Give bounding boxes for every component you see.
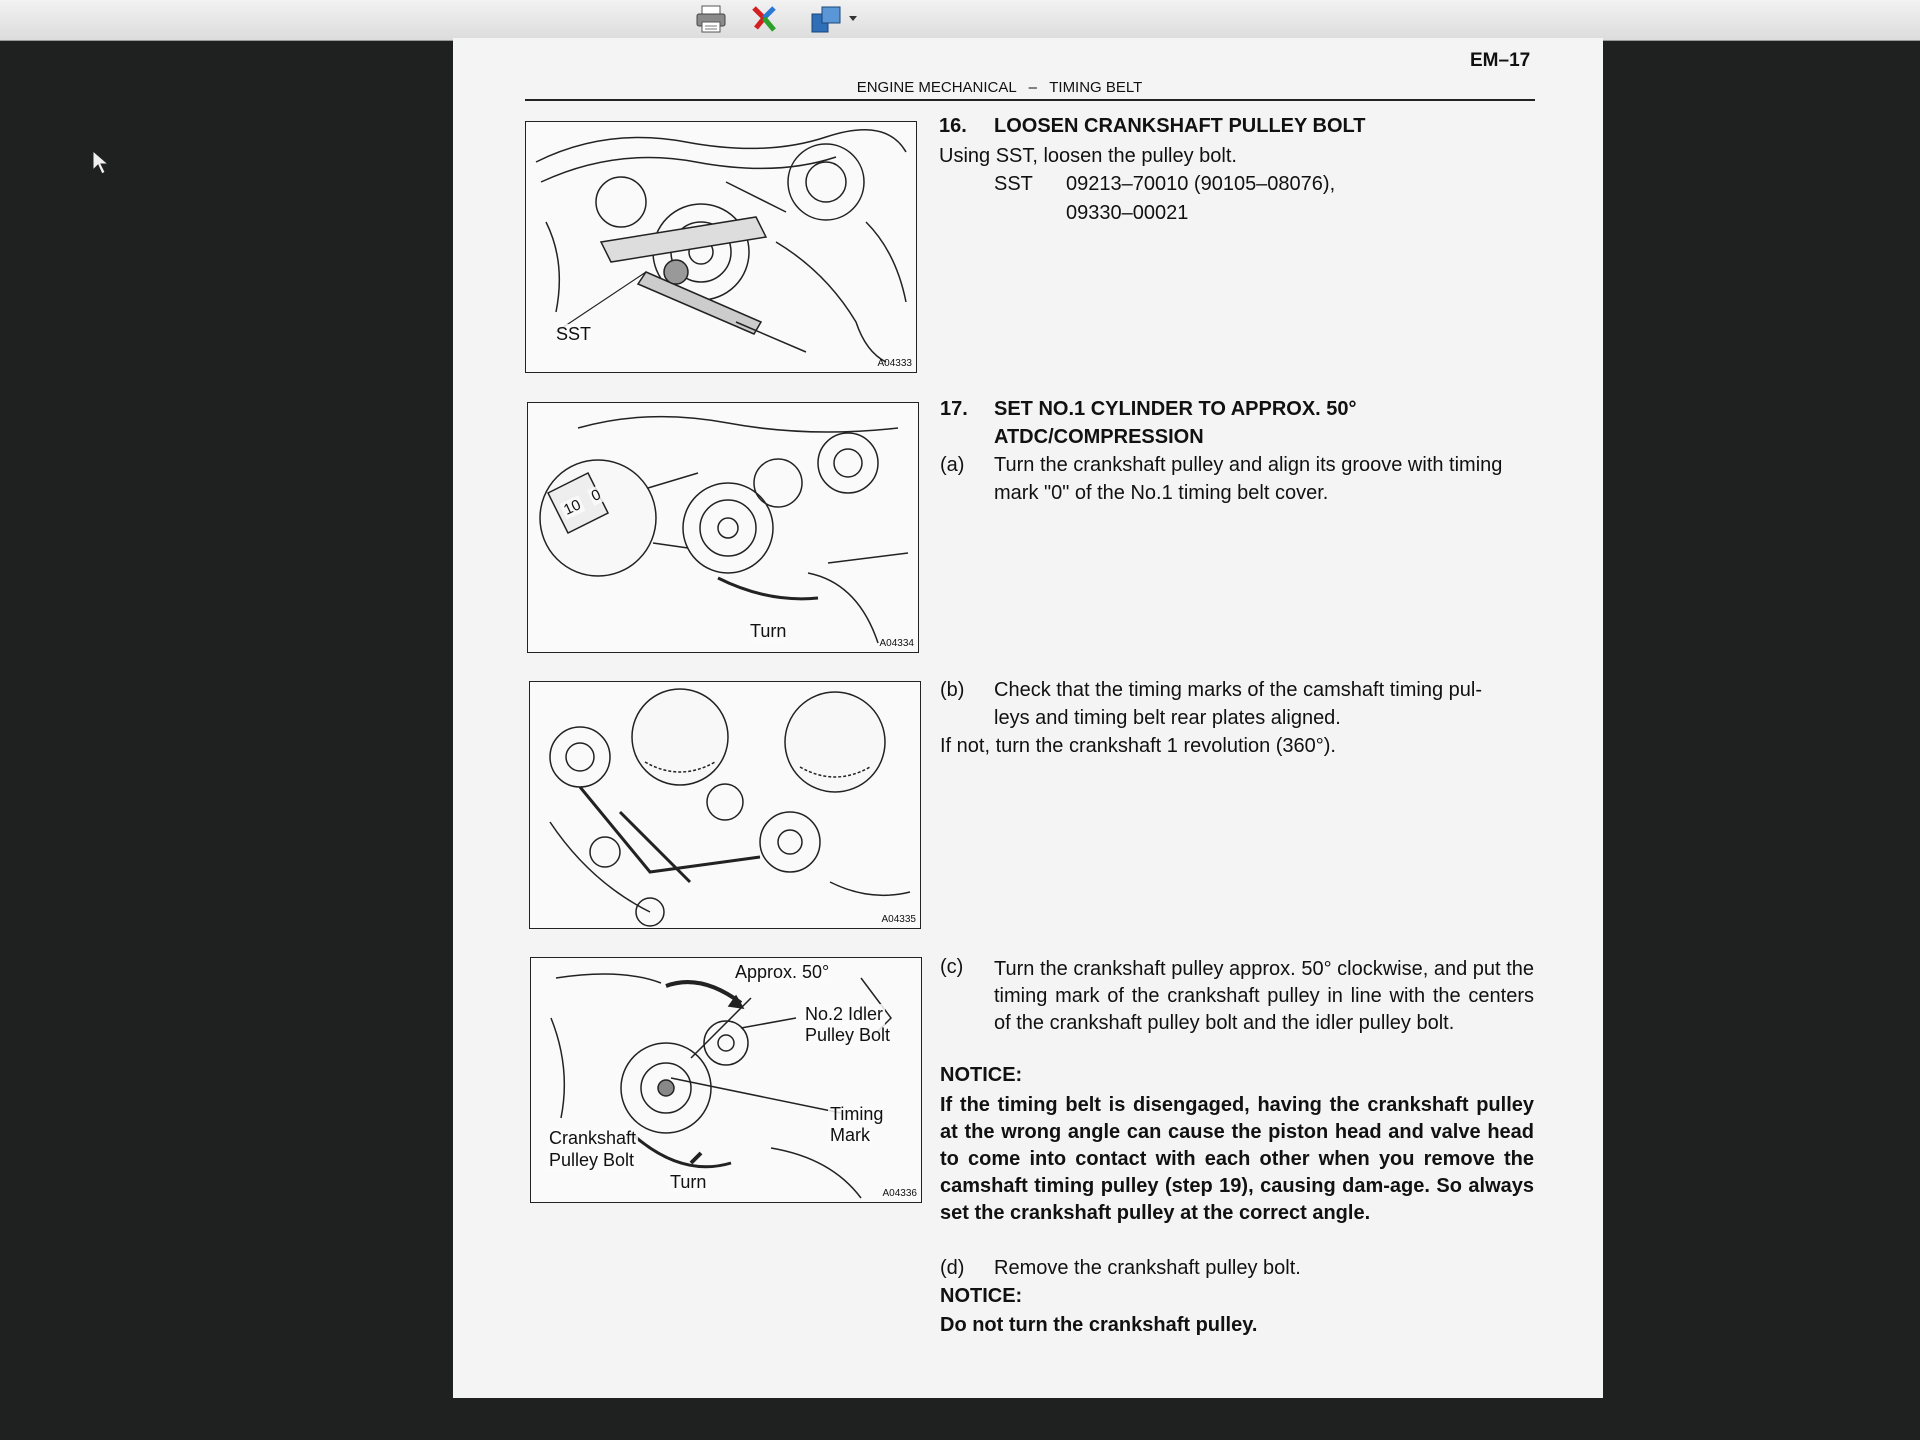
sst-number: 09213–70010 (90105–08076),	[1066, 173, 1336, 195]
sst-label: SST	[994, 173, 1033, 195]
approx-50-label: Approx. 50°	[735, 962, 830, 982]
engine-illustration	[528, 403, 918, 652]
timing-mark-label: Mark	[830, 1125, 870, 1145]
figure-id: A04333	[877, 358, 912, 369]
substep-a-text: mark "0" of the No.1 timing belt cover.	[994, 482, 1329, 504]
figure-id: A04334	[879, 638, 914, 649]
color-tool-icon[interactable]	[748, 4, 780, 34]
section-header: ENGINE MECHANICAL – TIMING BELT	[856, 79, 1143, 96]
sst-number: 09330–00021	[1066, 202, 1189, 224]
substep-b-marker: (b)	[940, 679, 965, 701]
crankshaft-bolt-label: Pulley Bolt	[549, 1150, 635, 1170]
page-number: EM–17	[1470, 50, 1531, 71]
substep-b-note: If not, turn the crankshaft 1 revolution (360°).	[940, 735, 1336, 757]
engine-illustration	[530, 682, 920, 928]
notice-label: NOTICE:	[940, 1285, 1023, 1307]
printer-icon[interactable]	[694, 4, 728, 34]
substep-c-text: Turn the crankshaft pulley approx. 50° clockwise, and put the timing mark of the crankshaft pulley in line with the centers of the crankshaft pulley bolt and the idler pulley bolt.	[994, 958, 1534, 1034]
notice-text: If the timing belt is disengaged, having the crankshaft pulley at the wrong angle can cause the piston head and valve head to come into contact with each other when you remove the camshaft timing pulley (step 19), causing dam-age. So always set the crankshaft pulley at the correct angle.	[940, 1094, 1534, 1224]
step-17-title: SET NO.1 CYLINDER TO APPROX. 50°	[994, 398, 1357, 420]
figure-sst-pulley-bolt	[525, 121, 917, 373]
dropdown-arrow-icon[interactable]	[848, 4, 858, 34]
timing-mark-label: Timing	[830, 1104, 884, 1124]
figure-timing-mark-alignment	[527, 402, 919, 653]
figure-camshaft-marks	[529, 681, 921, 929]
substep-c-marker: (c)	[940, 956, 964, 978]
manual-page	[453, 38, 1603, 1398]
notice-label: NOTICE:	[940, 1064, 1023, 1086]
crankshaft-bolt-label: Crankshaft	[549, 1128, 637, 1148]
share-icon[interactable]	[810, 4, 844, 34]
idler-pulley-label: Pulley Bolt	[805, 1025, 891, 1045]
turn-label: Turn	[750, 621, 787, 641]
figure-label: SST	[556, 324, 592, 344]
header-divider	[525, 99, 1535, 101]
substep-d-text: Remove the crankshaft pulley bolt.	[994, 1257, 1301, 1279]
viewer-toolbar	[0, 0, 1920, 41]
substep-b-text: Check that the timing marks of the camshaft timing pul-	[994, 679, 1482, 701]
figure-id: A04335	[881, 914, 916, 925]
step-17-number: 17.	[940, 398, 968, 420]
substep-d-marker: (d)	[940, 1257, 965, 1279]
figure-crankshaft-50-degrees	[530, 957, 922, 1203]
timing-scale-label: 10	[561, 496, 584, 519]
substep-b-text: leys and timing belt rear plates aligned.	[994, 707, 1341, 729]
substep-a-text: Turn the crankshaft pulley and align its groove with timing	[994, 454, 1503, 476]
figure-id: A04336	[882, 1188, 917, 1199]
step-16-title: LOOSEN CRANKSHAFT PULLEY BOLT	[994, 115, 1366, 137]
substep-a-marker: (a)	[940, 454, 965, 476]
mouse-cursor-icon	[92, 150, 110, 181]
step-16-number: 16.	[939, 115, 967, 137]
idler-pulley-label: No.2 Idler	[805, 1004, 884, 1024]
notice-text: Do not turn the crankshaft pulley.	[940, 1314, 1258, 1336]
turn-label: Turn	[670, 1172, 707, 1192]
step-17-title: ATDC/COMPRESSION	[994, 426, 1204, 448]
timing-scale-label: 0	[588, 486, 604, 505]
step-16-instruction: Using SST, loosen the pulley bolt.	[939, 145, 1237, 167]
